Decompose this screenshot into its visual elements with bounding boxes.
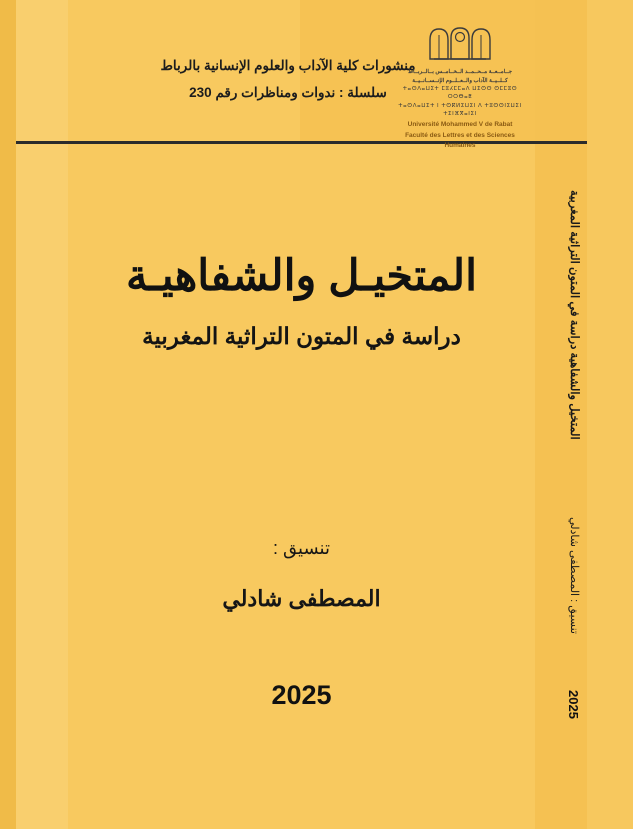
spine-divider: [535, 141, 587, 144]
editor-label: تنسيق :: [273, 538, 330, 558]
emblem-french-line-1: Université Mohammed V de Rabat: [407, 121, 513, 129]
university-emblem-block: [390, 26, 530, 150]
publication-year: 2025: [271, 680, 332, 710]
editor-block: [68, 535, 535, 615]
cover-right-edge-band: [587, 0, 633, 829]
spine-editor: تنسيق : المصطفى شادلي: [568, 516, 580, 634]
cover-left-edge-band: [0, 0, 16, 829]
title-block: [68, 250, 535, 352]
cover-left-light-band: [16, 0, 68, 829]
emblem-tifinagh-line-1: ⵜⴰⵙⴷⴰⵡⵉⵜ ⵎⵓⵃⵎⵎⴰⴷ ⵡⵉⵙⵙ ⵙⵎⵎⵓⵙ ⵔⵔⴱⴰⵟ: [402, 86, 518, 101]
emblem-arabic-line-2: كــلــيــة الآداب والــعــلــوم الإنــســانــيــة: [412, 77, 508, 84]
emblem-french-line-2: Faculté des Lettres et des Sciences Humaines: [405, 132, 515, 149]
spine-year: 2025: [566, 690, 581, 719]
university-emblem-icon: [423, 26, 497, 66]
emblem-arabic-line-1: جــامــعــة مــحــمــد الــخــامــس بــالــربــاط: [407, 69, 513, 75]
spine-title: المتخيل والشفاهية دراسة في المتون التراثية المغربية: [568, 190, 580, 440]
publisher-line-1: منشورات كلية الآداب والعلوم الإنسانية بالرباط: [160, 58, 416, 73]
editor-name: المصطفى شادلي: [222, 586, 381, 611]
page-subtitle: دراسة في المتون التراثية المغربية: [142, 322, 461, 349]
emblem-arch-icon: [427, 26, 493, 60]
emblem-tifinagh-line-2: ⵜⴰⵙⴷⴰⵡⵉⵜ ⵏ ⵜⵙⴽⵍⵉⵡⵉⵏ ⴷ ⵜⵓⵙⵙⵏⵉⵡⵉⵏ ⵜⵉⵏⴼⴳⴰⵏⵉⵏ: [398, 102, 522, 117]
publisher-line-2: سلسلة : ندوات ومناظرات رقم 230: [189, 85, 387, 101]
page-title: المتخيـل والشفاهيـة: [125, 252, 478, 300]
